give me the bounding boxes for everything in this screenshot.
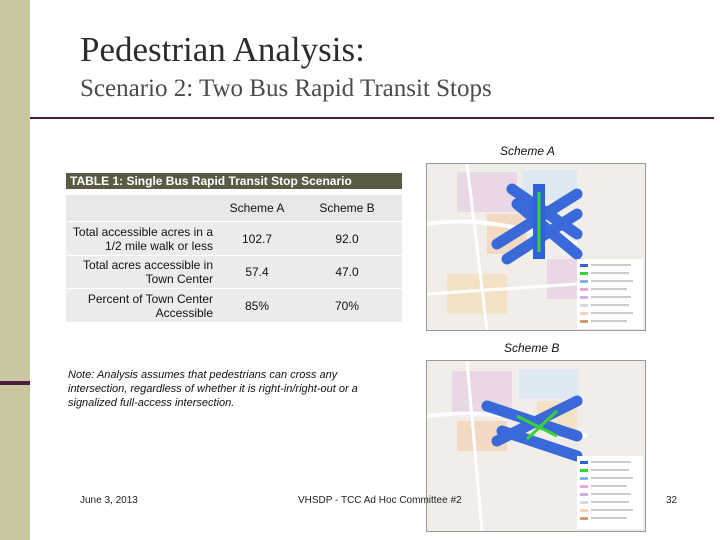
left-accent-bar [0,0,30,540]
scheme-b-map [426,360,646,532]
footer-committee: VHSDP - TCC Ad Hoc Committee #2 [298,495,462,506]
header-scheme-a: Scheme A [229,201,285,215]
scheme-a-label: Scheme A [500,144,555,158]
row-label: Percent of Town Center Accessible [87,291,213,320]
table-header-row [66,195,402,221]
left-accent-rule [0,381,30,385]
scheme-b-label: Scheme B [504,341,560,355]
slide-title: Pedestrian Analysis: [80,30,365,69]
table-row [66,288,402,322]
scheme-a-map-image [427,164,645,330]
row-value-b: 47.0 [335,265,359,279]
slide-subtitle: Scenario 2: Two Bus Rapid Transit Stops [80,75,492,102]
table-row [66,221,402,255]
scheme-a-map [426,163,646,331]
analysis-note: Note: Analysis assumes that pedestrians can cross any intersection, regardless of whether it is right-in/right-out or a signalized full-access intersection. [68,369,358,409]
header-scheme-b: Scheme B [319,201,375,215]
row-value-a: 85% [244,298,270,313]
row-label: Total accessible acres in a 1/2 mile walk or less [72,224,213,253]
page-number: 32 [666,495,678,506]
row-value-b: 70% [334,298,360,313]
bus-stop-table [66,173,402,322]
row-label: Total acres accessible in Town Center [82,258,213,286]
table-caption: TABLE 1: Single Bus Rapid Transit Stop Scenario [66,173,402,189]
row-value-a: 102.7 [241,231,273,246]
row-value-a: 57.4 [245,265,269,279]
title-divider [30,117,714,119]
table-row [66,255,402,288]
row-value-b: 92.0 [335,231,359,246]
footer-date: June 3, 2013 [80,495,138,506]
